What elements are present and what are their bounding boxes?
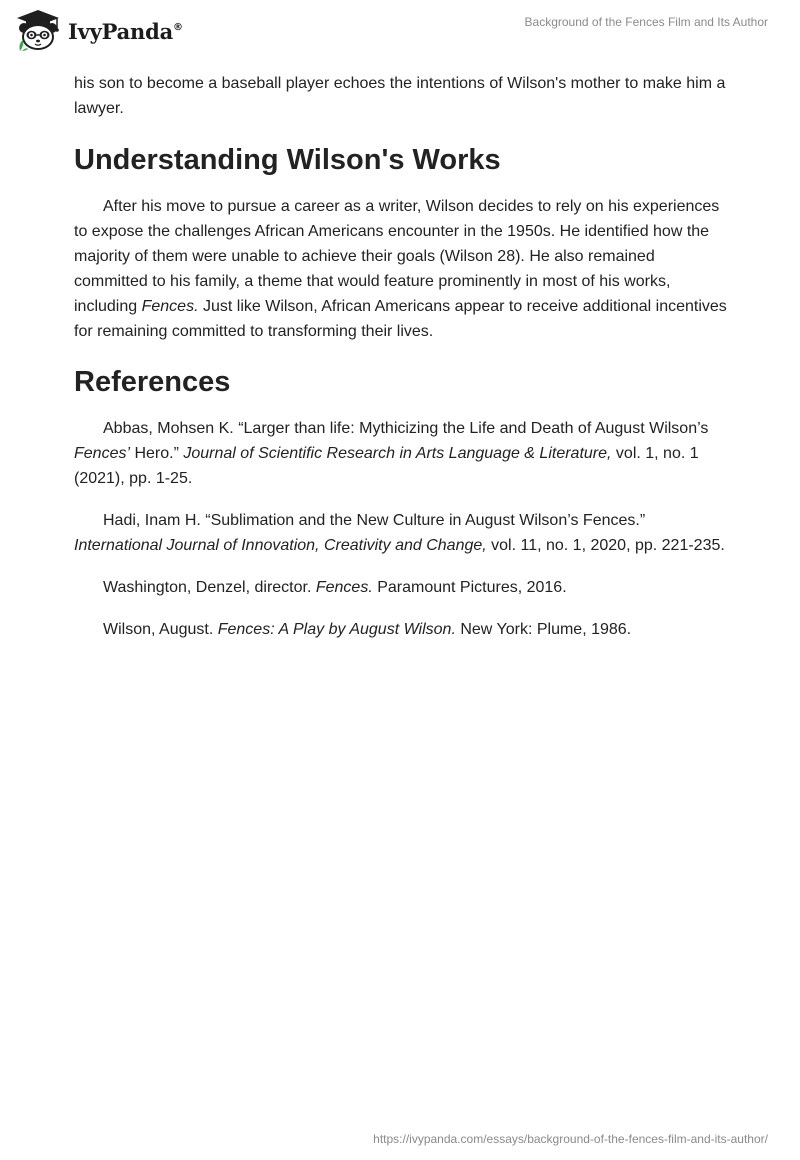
reference-italic: Fences: A Play by August Wilson. [217, 621, 456, 638]
reference-item [74, 508, 728, 558]
references-heading: References [74, 366, 231, 398]
section-heading: Understanding Wilson's Works [74, 144, 501, 176]
body-paragraph [74, 194, 728, 344]
ivypanda-logo[interactable] [14, 9, 183, 51]
source-url[interactable]: https://ivypanda.com/essays/background-of-the-fences-film-and-its-author/ [373, 1132, 768, 1146]
reference-text: Abbas, Mohsen K. “Larger than life: Mythicizing the Life and Death of August Wilson’s [103, 420, 709, 437]
brand-name: IvyPanda® [68, 18, 183, 44]
reference-text: New York: Plume, 1986. [455, 621, 632, 638]
reference-text: vol. 11, no. 1, 2020, pp. 221-235. [486, 537, 725, 554]
continued-paragraph: his son to become a baseball player echoes the intentions of Wilson's mother to make him a lawyer. [74, 75, 726, 117]
essay-content [74, 71, 728, 642]
paragraph-italic-title: Fences. [141, 298, 199, 315]
reference-text: Hero.” [130, 445, 184, 462]
reference-text: Paramount Pictures, 2016. [372, 579, 567, 596]
reference-item [74, 575, 728, 600]
page-header [0, 0, 800, 62]
registered-mark: ® [173, 21, 183, 33]
references-list [74, 416, 728, 642]
paragraph-text: After his move to pursue a career as a writer, Wilson decides to rely on his experiences to expose the challenges African Americans encounter in the 1950s. He identified how the majority of them were unable to achieve their goals (Wilson 28). He also remained committed to his family, a theme that would feature prominently in most of his works, including [74, 198, 720, 315]
reference-text: Hadi, Inam H. “Sublimation and the New Culture in August Wilson’s Fences.” [103, 512, 646, 529]
document-title: Background of the Fences Film and Its Author [524, 15, 768, 29]
paragraph-text-end: Just like Wilson, African Americans appear to receive additional incentives for remaining committed to transforming their lives. [74, 298, 727, 340]
reference-item [74, 617, 728, 642]
reference-text: Washington, Denzel, director. [103, 579, 316, 596]
reference-journal: International Journal of Innovation, Creativity and Change, [74, 537, 487, 554]
reference-item [74, 416, 728, 491]
reference-text: vol. 1, no. 1 (2021), pp. 1-25. [74, 445, 699, 487]
reference-journal: Journal of Scientific Research in Arts Language & Literature, [183, 445, 612, 462]
reference-italic: Fences’ [74, 445, 131, 462]
reference-italic: Fences. [315, 579, 373, 596]
reference-text: Wilson, August. [103, 621, 218, 638]
panda-graduate-icon [14, 9, 62, 51]
